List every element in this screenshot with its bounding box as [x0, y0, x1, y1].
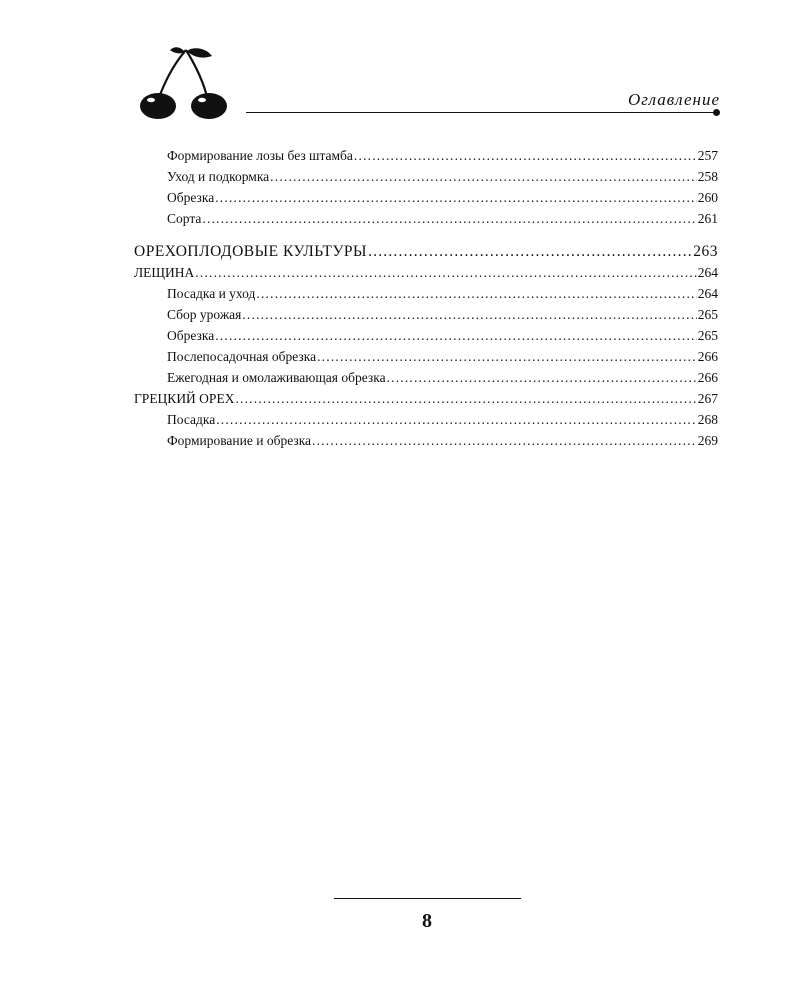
toc-entry [134, 325, 718, 346]
toc-entry [134, 262, 718, 283]
toc-leader-dots [195, 262, 696, 283]
toc-leader-dots [387, 367, 697, 388]
toc-entry [134, 166, 718, 187]
toc-leader-dots [215, 325, 697, 346]
toc-entry-page: 257 [697, 148, 718, 163]
toc-entry-page: 267 [697, 391, 718, 406]
toc-entry-label: Посадка и уход [167, 286, 256, 301]
toc-entry-page: 265 [697, 307, 718, 322]
toc-leader-dots [235, 388, 696, 409]
toc-entry [134, 241, 718, 262]
toc-entry [134, 430, 718, 451]
toc-leader-dots [270, 166, 697, 187]
header-rule-dot [713, 109, 720, 116]
toc-leader-dots [312, 430, 697, 451]
toc-entry-page: 268 [697, 412, 718, 427]
page-number: 8 [422, 910, 432, 932]
toc-entry-label: Посадка [167, 412, 216, 427]
toc-entry-page: 263 [693, 243, 718, 260]
toc-entry-label: ЛЕЩИНА [134, 265, 195, 280]
toc-entry-label: Обрезка [167, 190, 215, 205]
toc-entry-label: Сорта [167, 211, 202, 226]
toc-entry-label: Послепосадочная обрезка [167, 349, 317, 364]
toc-entry [134, 283, 718, 304]
toc-entry-label: ОРЕХОПЛОДОВЫЕ КУЛЬТУРЫ [134, 243, 368, 260]
toc-leader-dots [202, 208, 696, 229]
toc-entry-label: Формирование лозы без штамба [167, 148, 353, 163]
table-of-contents [134, 145, 718, 451]
toc-entry-page: 265 [697, 328, 718, 343]
toc-entry [134, 409, 718, 430]
toc-entry-label: Обрезка [167, 328, 215, 343]
footer-rule [334, 898, 521, 899]
toc-leader-dots [216, 409, 697, 430]
toc-entry-label: ГРЕЦКИЙ ОРЕХ [134, 391, 235, 406]
toc-entry-page: 269 [697, 433, 718, 448]
toc-entry [134, 346, 718, 367]
toc-entry [134, 367, 718, 388]
toc-entry [134, 304, 718, 325]
toc-entry-page: 266 [697, 349, 718, 364]
toc-entry-label: Формирование и обрезка [167, 433, 312, 448]
toc-entry-page: 266 [697, 370, 718, 385]
toc-leader-dots [317, 346, 697, 367]
toc-entry-page: 264 [697, 265, 718, 280]
toc-entry-page: 264 [697, 286, 718, 301]
toc-entry [134, 187, 718, 208]
toc-leader-dots [368, 241, 692, 262]
toc-entry [134, 145, 718, 166]
cherry-icon [138, 44, 234, 122]
toc-entry-page: 261 [697, 211, 718, 226]
toc-leader-dots [215, 187, 697, 208]
toc-entry [134, 388, 718, 409]
toc-leader-dots [242, 304, 696, 325]
running-header-title: Оглавление [627, 90, 720, 109]
toc-entry-page: 258 [697, 169, 718, 184]
toc-entry [134, 208, 718, 229]
toc-entry-page: 260 [697, 190, 718, 205]
toc-entry-label: Сбор урожая [167, 307, 242, 322]
toc-leader-dots [354, 145, 697, 166]
toc-entry-label: Уход и подкормка [167, 169, 270, 184]
toc-entry-label: Ежегодная и омолаживающая обрезка [167, 370, 386, 385]
header-rule [246, 112, 716, 113]
toc-leader-dots [256, 283, 696, 304]
